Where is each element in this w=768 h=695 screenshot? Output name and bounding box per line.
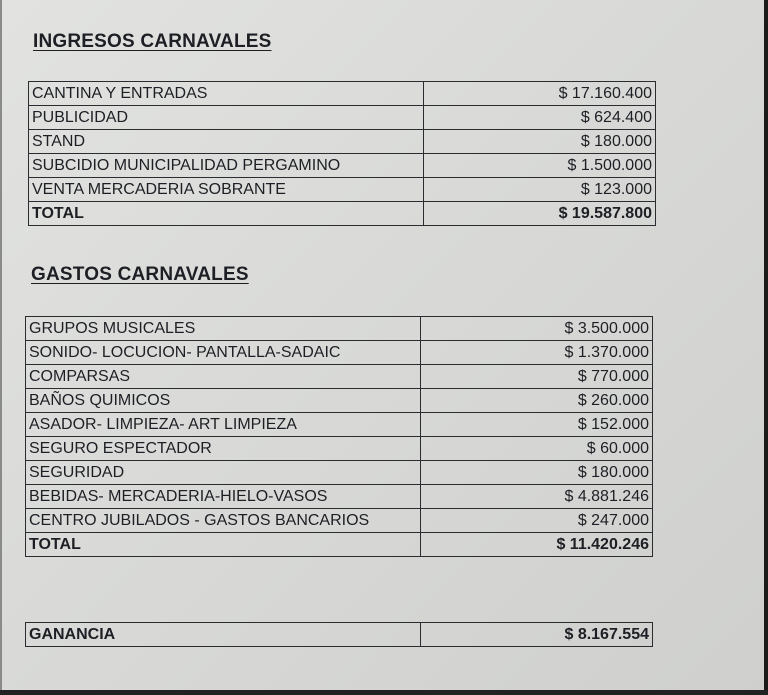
row-amount: $ 1.500.000 <box>424 154 656 178</box>
gastos-table <box>25 316 653 557</box>
row-label: STAND <box>29 130 424 154</box>
total-amount: $ 11.420.246 <box>421 533 653 557</box>
row-label: VENTA MERCADERIA SOBRANTE <box>29 178 424 202</box>
row-amount: $ 3.500.000 <box>421 317 653 341</box>
row-label: CANTINA Y ENTRADAS <box>29 82 424 106</box>
row-label: PUBLICIDAD <box>29 106 424 130</box>
table-row <box>26 341 653 365</box>
total-label: TOTAL <box>29 202 424 226</box>
table-row <box>26 437 653 461</box>
row-amount: $ 1.370.000 <box>421 341 653 365</box>
total-row <box>29 202 656 226</box>
row-label: COMPARSAS <box>26 365 421 389</box>
row-label: GRUPOS MUSICALES <box>26 317 421 341</box>
paper-right-edge <box>764 0 768 695</box>
paper-left-edge <box>0 0 2 695</box>
row-amount: $ 17.160.400 <box>424 82 656 106</box>
row-label: CENTRO JUBILADOS - GASTOS BANCARIOS <box>26 509 421 533</box>
table-row <box>26 317 653 341</box>
total-amount: $ 19.587.800 <box>424 202 656 226</box>
row-amount: $ 770.000 <box>421 365 653 389</box>
row-label: BEBIDAS- MERCADERIA-HIELO-VASOS <box>26 485 421 509</box>
row-amount: $ 152.000 <box>421 413 653 437</box>
ganancia-row <box>26 623 653 647</box>
table-row <box>29 178 656 202</box>
row-label: ASADOR- LIMPIEZA- ART LIMPIEZA <box>26 413 421 437</box>
gastos-heading: GASTOS CARNAVALES <box>31 264 249 285</box>
table-row <box>29 154 656 178</box>
total-row <box>26 533 653 557</box>
ganancia-table <box>25 622 653 647</box>
ganancia-label: GANANCIA <box>26 623 421 647</box>
table-row <box>26 485 653 509</box>
table-row <box>26 461 653 485</box>
row-amount: $ 247.000 <box>421 509 653 533</box>
row-label: BAÑOS QUIMICOS <box>26 389 421 413</box>
row-amount: $ 4.881.246 <box>421 485 653 509</box>
ganancia-amount: $ 8.167.554 <box>421 623 653 647</box>
table-row <box>29 106 656 130</box>
row-amount: $ 624.400 <box>424 106 656 130</box>
row-amount: $ 180.000 <box>421 461 653 485</box>
table-row <box>26 509 653 533</box>
ingresos-heading: INGRESOS CARNAVALES <box>33 31 272 52</box>
row-amount: $ 180.000 <box>424 130 656 154</box>
table-row <box>29 82 656 106</box>
ingresos-table <box>28 81 656 226</box>
row-label: SEGURIDAD <box>26 461 421 485</box>
row-label: SUBCIDIO MUNICIPALIDAD PERGAMINO <box>29 154 424 178</box>
row-label: SEGURO ESPECTADOR <box>26 437 421 461</box>
table-row <box>26 365 653 389</box>
paper-bottom-edge <box>0 690 768 695</box>
row-label: SONIDO- LOCUCION- PANTALLA-SADAIC <box>26 341 421 365</box>
table-row <box>26 413 653 437</box>
row-amount: $ 260.000 <box>421 389 653 413</box>
total-label: TOTAL <box>26 533 421 557</box>
table-row <box>29 130 656 154</box>
row-amount: $ 123.000 <box>424 178 656 202</box>
row-amount: $ 60.000 <box>421 437 653 461</box>
table-row <box>26 389 653 413</box>
